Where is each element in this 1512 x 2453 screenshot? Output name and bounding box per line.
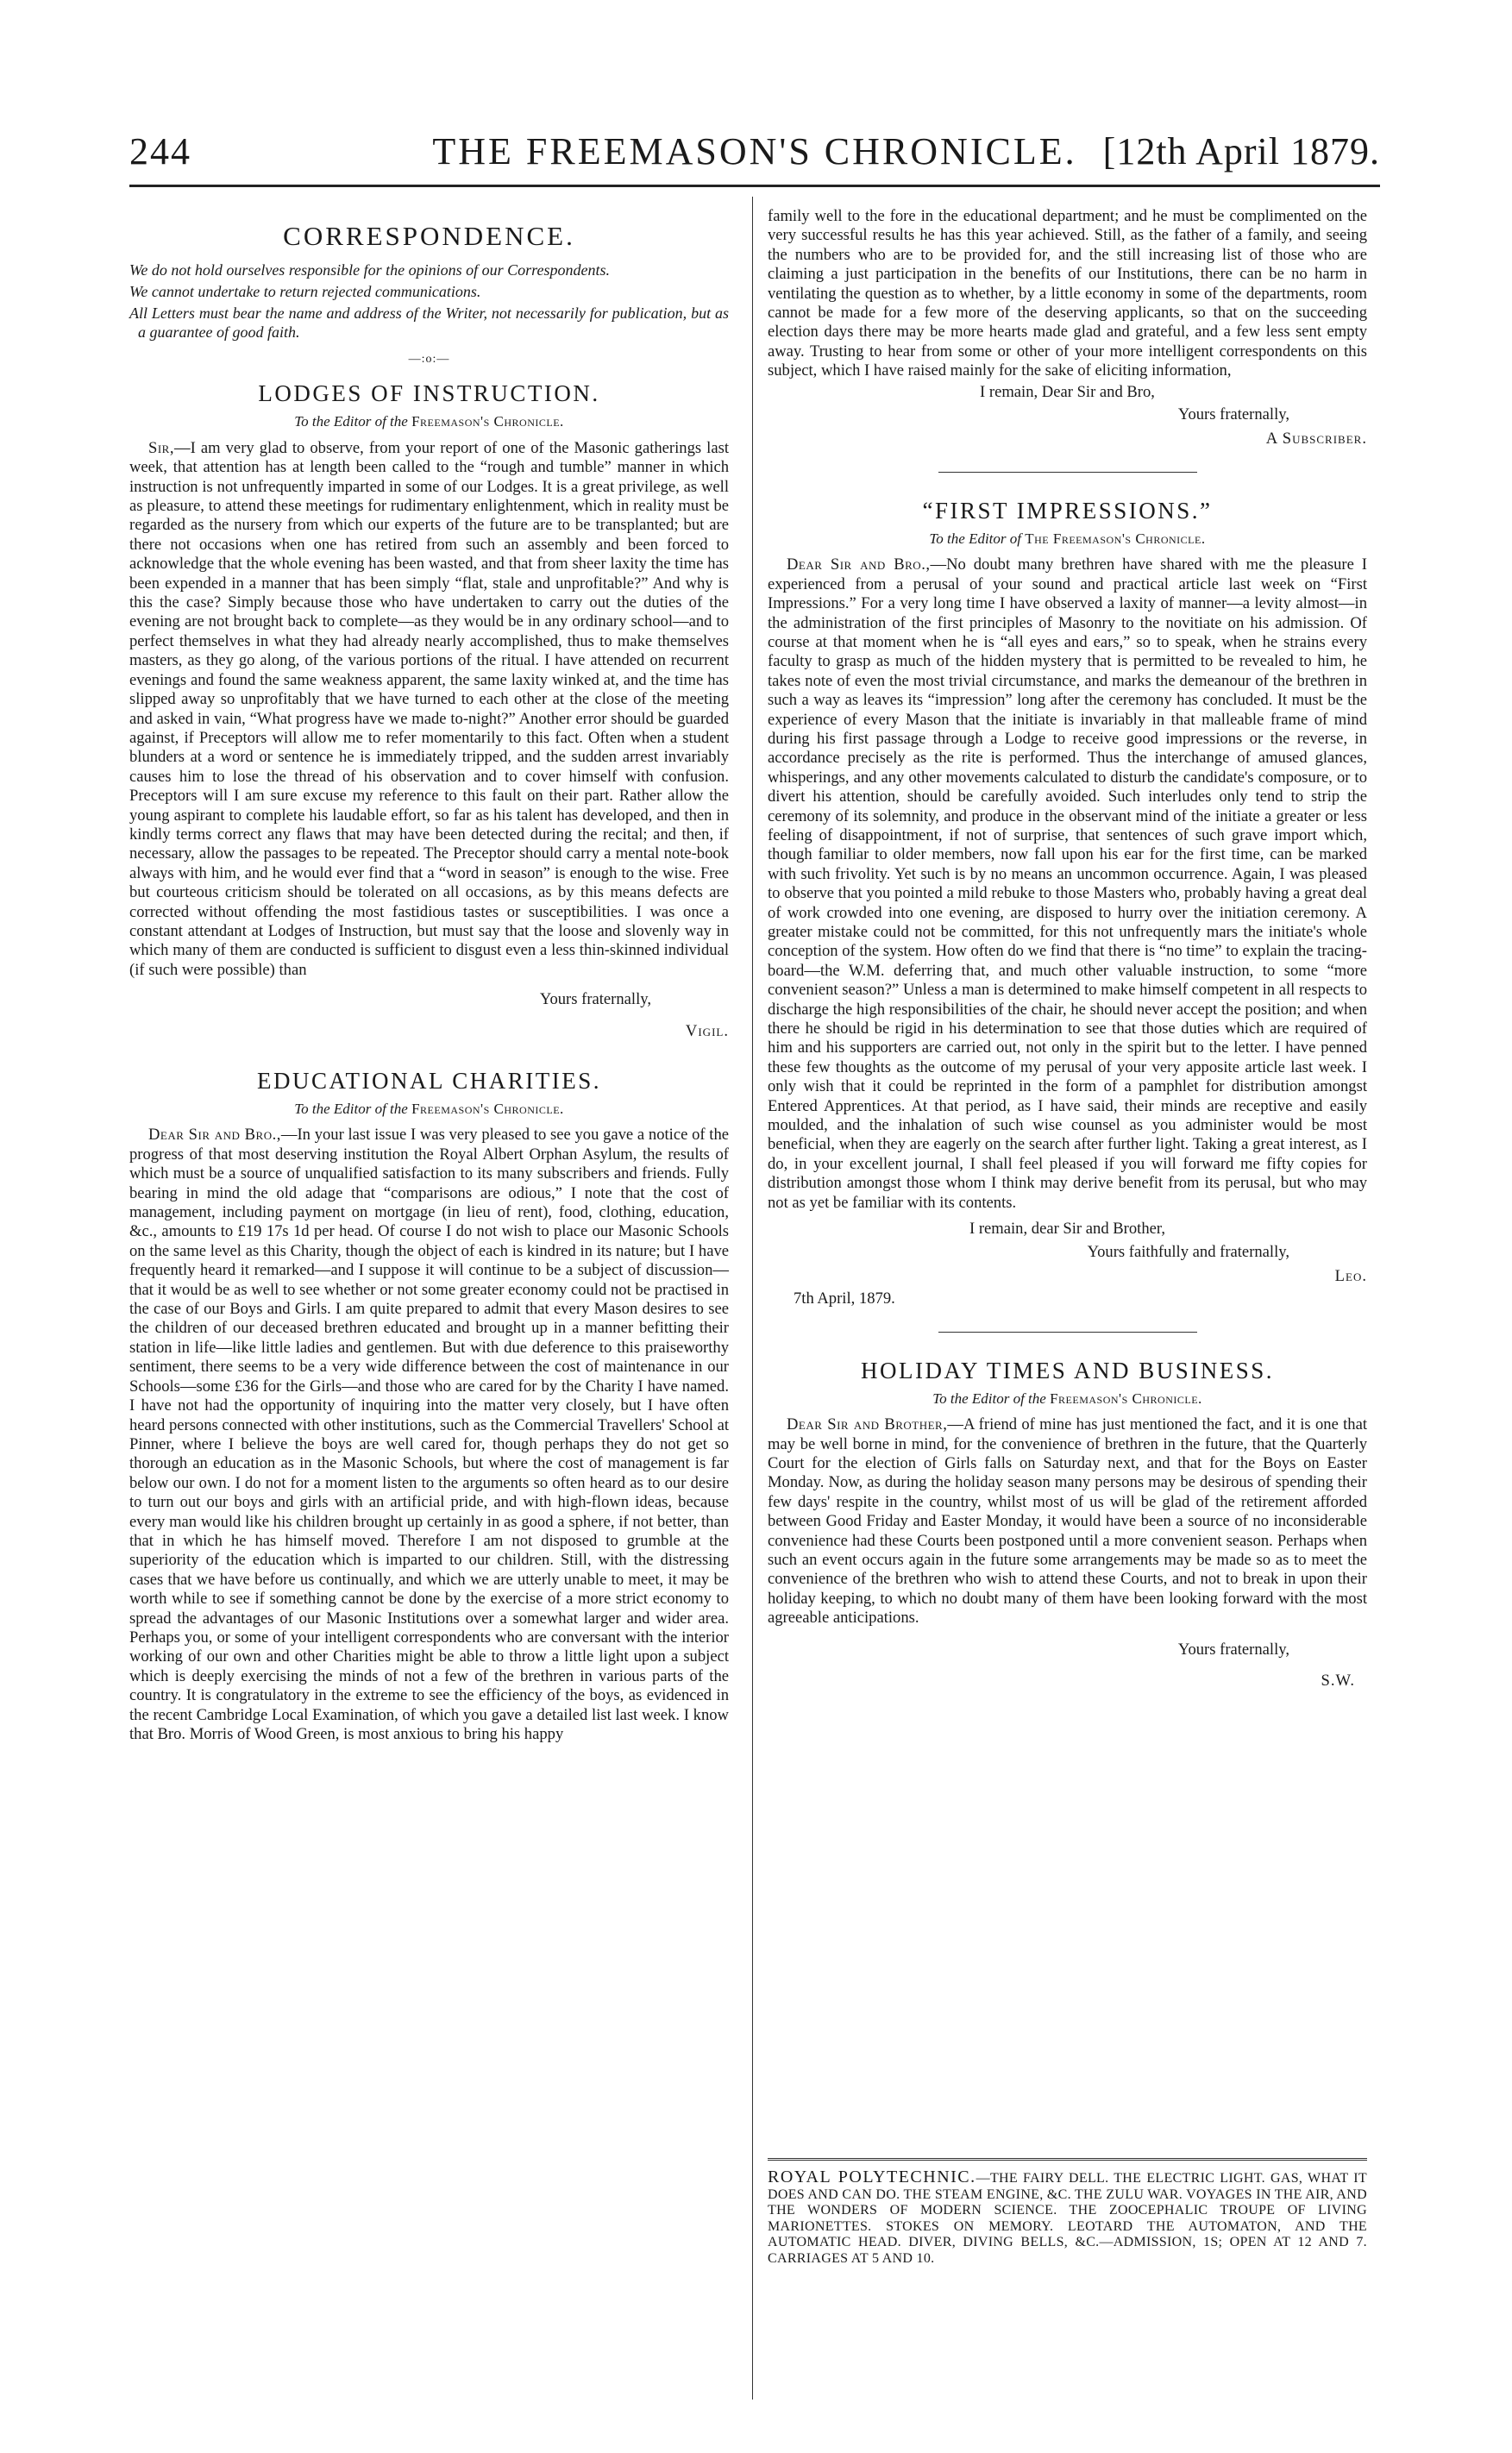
advert-rule [768,2158,1367,2161]
holiday-signature: S.W. [1321,1672,1355,1690]
letter-text: —No doubt many brethren have shared with me the pleasure I experienced from a perusal of your sound and practical article last week on “First Impressions.” For a very long time I have observed a laxity of manner—a levity almost—in the administration of the first principles of Masonry to the novitiate on his admission. Of course at that moment when he is “all eyes and ears,” so to speak, when he strains every faculty to grasp as much of the hidden mystery that is permitted to be revealed to him, he takes note of even the most trivial circumstance, and marks the demeanour of the brethren in such a way as leaves its “impression” long after the ceremony has concluded. It must be the experience of every Mason that the initiate is invariably in that malleable frame of mind during his first passage through a Lodge to receive good impressions or the reverse, in accordance precisely as the rite is performed. Thus the interchange of amused glances, whisperings, and any other movements calculated to disturb the candidate's composure, or to divert his attention, should be carefully avoided. Such interludes only tend to strip the ceremony of its solemnity, and produce in the observant mind of the initiate a greater or less feeling of disappointment, if not of surprise, that sentences of such grave import which, though familiar to older members, now fall upon his ear for the first time, can be marked with such frivolity. Yet such is by no means an uncommon occurrence. Again, I was pleased to observe that you pointed a mild rebuke to those Masters who, probably having a great deal of work crowded into one evening, are disposed to hurry over the initiation ceremony. A greater mistake could not be committed, for this not unfrequently mars the initiate's whole conception of the system. How often do we find that there is “no time” to explain the tracing-board—the W.M. deferring that, and much other valuable instruction, to some “more convenient season?” Unless a man is determined to make himself competent in all respects to discharge the high responsibilities of the chair, he should never accept the position; and when there he should be rigid in his determination to see that those duties which are required of him and his supporters are carried out, not only in the spirit but to the letter. I have penned these few thoughts as the outcome of my perusal of your very apposite article last week. I only wish that it could be reprinted in the form of a pamphlet for distribution amongst Entered Apprentices. At that period, as I have said, their minds are receptive and easily moulded, and the inhalation of such wise counsel as you administer would be most beneficial, when they are eagerly on the search after further light. Taking a great interest, as I do, in your excellent journal, I shall feel pleased if you will forward me fifty copies for distribution amongst those whom I think may derive benefit from its perusal, but who may not as yet be familiar with its contents. [768,555,1368,1212]
charities-addressee [129,1100,729,1119]
impressions-date: 7th April, 1879. [794,1289,895,1308]
holiday-heading: HOLIDAY TIMES AND BUSINESS. [860,1357,1275,1383]
letter-text: —In your last issue I was very pleased to see you gave a notice of the progress of that most deserving institution the Royal Albert Orphan Asylum, the results of which must be a source of unqualified satisfaction to its many subscribers and friends. Fully bearing in mind the old adage that “comparisons are odious,” I note that the cost of management, including payment on mortgage (in lieu of rent), food, clothing, education, &c., amounts to £19 17s 1d per head. Of course I do not wish to place our Masonic Schools on the same level as this Charity, though the object of each is kindred in its nature; but I have frequently heard it remarked—and I suppose it will continue to be a subject of discussion—that it would be as well to see whether or not some greater economy could not be practised in the case of our Boys and Girls. I am quite prepared to admit that every Mason desires to see the children of our deceased brethren educated and brought up in a manner befitting their station in life—like little ladies and gentlemen. But with due deference to this praiseworthy sentiment, there seems to be a very wide difference between the cost of maintenance in our Schools—some £36 for the Girls—and those who are cared for by the Charity I have named. I have not had the opportunity of inquiring into the matter very closely, but I have often heard persons connected with other institutions, such as the Commercial Travellers' School at Pinner, where I believe the boys are well cared for, though perhaps they do not get so thorough an education as in the Masonic Schools, but where the cost of management is far below our own. I do not for a moment listen to the arguments so often heard as to our desire to turn out our boys and girls with an artificial pride, and with high-flown ideas, because every man would like his children brought up certainly in as good a sphere, if not better, than that in which he has himself moved. Therefore I am not disposed to grumble at the superiority of the education which is imparted to our children. Still, with the distressing cases that we have before us continually, and which we are utterly unable to meet, it may be worth while to see if something cannot be done by the exercise of a more strict economy to spread the advantages of our Masonic Institutions over a somewhat larger and wider area. Perhaps you, or some of your intelligent correspondents who are conversant with the interior working of our own and other Charities might be able to throw a little light upon a subject which is deeply exercising the minds of not a few of the brethren in various parts of the country. It is congratulatory in the extreme to see the efficiency of the boys, as evidenced in the recent Cambridge Local Examination, of which you gave a detailed list last week. I know that Bro. Morris of Wood Green, is most anxious to bring his happy [129,1126,729,1743]
charities-continuation: family well to the fore in the educational department; and he must be complimented on the very successful results he has this year achieved. Still, as the father of a family, and seeing the numbers who are to be provided for, and the still increasing list of those who are claiming a just participation in the benefits of our Institutions, there can be no harm in ventilating the question as to whether, by a little economy in some of the departments, room cannot be made for a few more of the deserving applicants, so that on the succeeding election days there may be more hearts made glad and grateful, and a few less sent empty away. Trusting to hear from some or other of your more intelligent correspondents on this subject, which I have raised mainly for the sake of eliciting information, [768,207,1367,380]
section-rule [938,1332,1197,1333]
lodges-signature: Vigil. [685,1021,729,1040]
addressee-paper: The Freemason's Chronicle. [1025,530,1206,547]
lodges-addressee [129,412,729,431]
addressee-paper: Freemason's Chronicle. [411,413,564,430]
impressions-heading: “FIRST IMPRESSIONS.” [922,497,1213,524]
section-rule [938,472,1197,473]
holiday-closing: Yours fraternally, [1177,1640,1289,1659]
charities-heading: EDUCATIONAL CHARITIES. [257,1068,601,1094]
page-number: 244 [129,130,191,173]
continuation-signature: A Subscriber. [1265,430,1367,449]
impressions-signature: Leo. [1334,1266,1367,1285]
salutation: Sir, [148,438,174,457]
charities-letter-body [129,1126,729,1744]
impressions-addressee [768,530,1367,549]
continuation-closing-1: I remain, Dear Sir and Bro, [980,382,1155,401]
lodges-heading: LODGES OF INSTRUCTION. [258,380,600,407]
addressee-prefix: To the Editor of the [294,1101,408,1117]
polytechnic-advert [768,2148,1367,2267]
impressions-closing-2: Yours faithfully and fraternally, [1087,1242,1289,1261]
holiday-addressee [768,1390,1367,1408]
impressions-closing-1: I remain, dear Sir and Brother, [969,1220,1165,1239]
editorial-notice: We cannot undertake to return rejected communications. [129,283,481,300]
holiday-letter-body [768,1415,1367,1628]
addressee-paper: Freemason's Chronicle. [1050,1390,1202,1407]
right-column [768,207,1367,2087]
salutation: Dear Sir and Bro., [148,1126,281,1145]
continuation-closing-2: Yours fraternally, [1177,405,1289,424]
advert-heading: ROYAL POLYTECHNIC. [768,2168,976,2186]
impressions-letter-body [768,555,1367,1213]
correspondence-heading: CORRESPONDENCE. [283,221,575,251]
lodges-letter-body [129,439,729,980]
masthead [129,129,1380,190]
addressee-prefix: To the Editor of [929,530,1021,547]
advert-text-block [768,2169,1367,2267]
editorial-notice: All Letters must bear the name and address of the Writer, not necessarily for publication, but as a guarantee of good faith. [129,304,729,341]
advert-text: —THE FAIRY DELL. THE ELECTRIC LIGHT. GAS, WHAT IT DOES AND CAN DO. THE STEAM ENGINE, &C. THE ZULU WAR. VOYAGES IN THE AIR, AND THE WONDERS OF MODERN SCIENCE. THE ZOOCEPHALIC TROUPE OF LIVING MARIONETTES. STOKES ON MEMORY. LEOTARD THE AUTOMATON, AND THE AUTOMATIC HEAD. DIVER, DIVING BELLS, &C.—ADMISSION, 1S; OPEN AT 12 AND 7. CARRIAGES AT 5 AND 10. [768,2171,1368,2266]
newspaper-title: THE FREEMASON'S CHRONICLE. [432,130,1077,173]
addressee-paper: Freemason's Chronicle. [411,1101,564,1117]
editorial-notice: We do not hold ourselves responsible for the opinions of our Correspondents. [129,261,610,279]
salutation: Dear Sir and Brother, [787,1415,948,1434]
letter-text: —I am very glad to observe, from your report of one of the Masonic gatherings last week, that attention has at length been called to the “rough and tumble” manner in which instruction is not unfrequently imparted in some of our Lodges. It is a great privilege, as well as pleasure, to attend these meetings for rudimentary enlightenment, which in reality must be regarded as the nursery from which our experts of the future are to be transplanted; but are there not occasions when one has retired from such an assembly and been forced to acknowledge that the whole evening has been wasted, and that from sheer laxity the time has been expended in a manner that has been simply “flat, stale and unprofitable?” And why is this the case? Simply because those who have undertaken to carry out the duties of the evening are not brought back to complete—as they would be in any ordinary school—and to perfect themselves in what they had already nearly accomplished, thus to make themselves masters, as they go along, of the various portions of the ritual. I have attended on recurrent evenings and found the same weakness apparent, the same laxity winked at, and the time has slipped away so unprofitably that we have turned to each other at the close of the meeting and asked in vain, “What progress have we made to-night?” Another error should be guarded against, if Preceptors will allow me to refer momentarily to this fact. Often when a student blunders at a word or sentence he is immediately tripped, and the sudden arrest invariably causes him to lose the thread of his observation and to cover himself with confusion. Preceptors will I am sure excuse my reference to this fault on their part. Rather allow the young aspirant to complete his laudable effort, so far as his talent has developed, and then in kindly terms correct any flaws that may have been detected during the recital; and then, if necessary, allow the passages to be repeated. The Preceptor should carry a mental note-book always with him, and he would ever find that a “word in season” is enough to the wise. Free but courteous criticism should be tolerated on all occasions, as by this means defects are corrected without offending the most fastidious tastes or susceptibilities. I was once a constant attendant at Lodges of Instruction, but must say that the loose and slovenly way in which many of them are conducted is sufficient to disgust even a less thin-skinned individual (if such were possible) than [129,438,729,979]
letter-text: —A friend of mine has just mentioned the fact, and it is one that may be well borne in mind, for the convenience of brethren in the future, that the Quarterly Court for the election of Girls falls on Saturday next, and that for the Boys on Easter Monday. Now, as during the holiday season many persons may be desirous of spending their few days' respite in the country, whilst most of us will be glad of the retirement afforded between Good Friday and Easter Monday, it would have been a source of no inconsiderable convenience had these Courts been postponed until a more convenient season. Perhaps when such an event occurs again in the future some arrangements may be made so as to meet the convenience of the brethren who wish to attend these Courts, and not to break in upon their holiday keeping, to which no doubt many of them have been looking forward with the most agreeable anticipations. [768,1415,1367,1628]
issue-date: [12th April 1879. [1102,130,1380,173]
addressee-prefix: To the Editor of the [294,413,408,430]
column-divider [752,197,753,2400]
ornament-divider: —:o:— [408,353,450,366]
left-column [129,207,729,2398]
lodges-closing: Yours fraternally, [539,990,651,1009]
addressee-prefix: To the Editor of the [932,1390,1046,1407]
masthead-rule [129,185,1380,187]
salutation: Dear Sir and Bro., [787,555,931,574]
